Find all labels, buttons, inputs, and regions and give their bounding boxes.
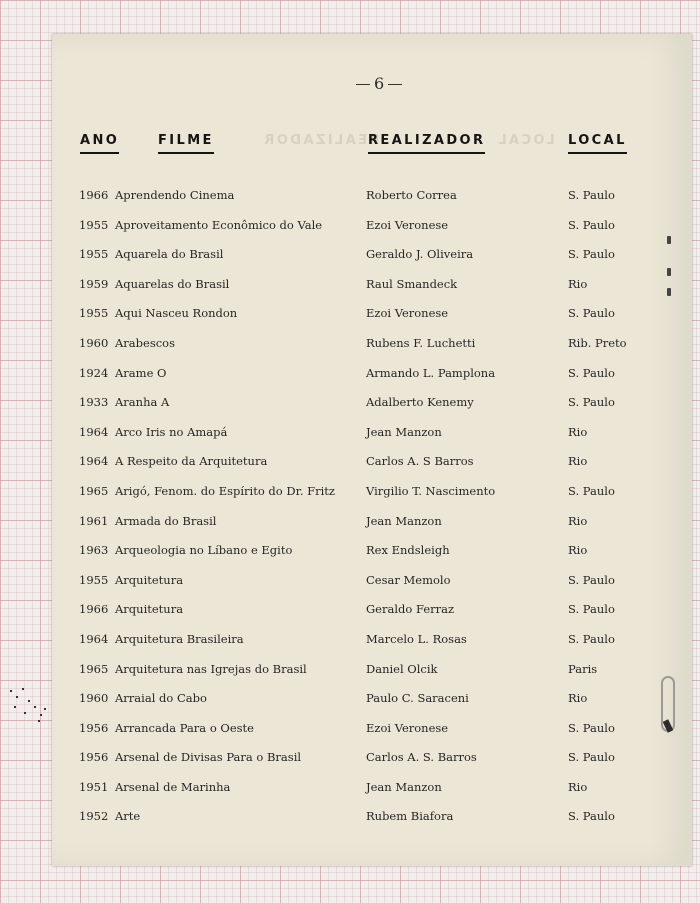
dash-left [356, 84, 370, 85]
film-row [52, 302, 692, 332]
film-title-cell: Arsenal de Marinha [115, 779, 231, 794]
film-row [52, 687, 692, 717]
staple-mark [667, 288, 671, 296]
film-row [52, 421, 692, 451]
location-cell: S. Paulo [568, 750, 615, 765]
year-cell: 1964 [79, 631, 109, 646]
location-cell: S. Paulo [568, 217, 615, 232]
film-title-cell: Arquitetura Brasileira [115, 631, 244, 646]
bleed-through-location: LOCAL [496, 133, 555, 148]
director-cell: Carlos A. S Barros [366, 454, 474, 469]
location-cell: S. Paulo [568, 247, 615, 262]
year-cell: 1956 [79, 750, 109, 765]
location-cell: S. Paulo [568, 395, 615, 410]
year-cell: 1964 [79, 454, 109, 469]
director-cell: Carlos A. S. Barros [366, 750, 477, 765]
film-title-cell: Aranha A [115, 395, 170, 410]
year-cell: 1960 [79, 335, 109, 350]
year-cell: 1965 [79, 483, 109, 498]
film-title-cell: Aquarela do Brasil [115, 247, 224, 262]
year-cell: 1952 [79, 809, 109, 824]
location-cell: S. Paulo [568, 306, 615, 321]
film-list [52, 184, 692, 835]
film-title-cell: Aprendendo Cinema [115, 188, 235, 202]
film-title-cell: Aquarelas do Brasil [115, 276, 230, 291]
film-title-cell: Arigó, Fenom. do Espírito do Dr. Fritz [115, 483, 335, 498]
director-cell: Armando L. Pamplona [366, 365, 496, 380]
film-row [52, 598, 692, 628]
director-cell: Jean Manzon [366, 513, 442, 528]
film-row [52, 450, 692, 480]
director-cell: Roberto Correa [366, 188, 457, 202]
film-row [52, 539, 692, 569]
film-row [52, 746, 692, 776]
director-cell: Virgilio T. Nascimento [366, 483, 496, 498]
director-cell: Ezoi Veronese [366, 217, 449, 232]
film-row [52, 805, 692, 835]
year-cell: 1961 [79, 513, 109, 528]
film-title-cell: Armada do Brasil [115, 513, 217, 528]
director-cell: Ezoi Veronese [366, 720, 449, 735]
location-cell: S. Paulo [568, 809, 615, 824]
film-title-cell: Arabescos [115, 335, 175, 350]
film-row [52, 628, 692, 658]
document-page [52, 34, 692, 866]
year-cell: 1965 [79, 661, 109, 676]
location-cell: Rio [568, 779, 588, 794]
film-title-cell: Arqueologia no Líbano e Egito [115, 543, 293, 558]
location-cell: S. Paulo [568, 365, 615, 380]
location-cell: S. Paulo [568, 188, 615, 202]
film-row [52, 362, 692, 392]
staple-mark [667, 268, 671, 276]
director-cell: Geraldo J. Oliveira [366, 247, 474, 262]
bleed-through-director: REALIZADOR [262, 133, 380, 148]
location-cell: S. Paulo [568, 602, 615, 617]
year-cell: 1966 [79, 188, 109, 202]
film-row [52, 391, 692, 421]
year-cell: 1955 [79, 247, 109, 262]
year-cell: 1951 [79, 779, 109, 794]
location-cell: Rio [568, 276, 588, 291]
film-row [52, 510, 692, 540]
director-cell: Adalberto Kenemy [366, 395, 474, 410]
location-cell: Paris [568, 661, 598, 676]
film-title-cell: Arquitetura nas Igrejas do Brasil [115, 661, 307, 676]
film-title-cell: Arco Iris no Amapá [115, 424, 228, 439]
year-cell: 1955 [79, 572, 109, 587]
location-cell: S. Paulo [568, 483, 615, 498]
film-row [52, 184, 692, 214]
location-cell: Rio [568, 543, 588, 558]
film-title-cell: Arquitetura [115, 602, 184, 617]
header-year: ANO [80, 133, 119, 154]
location-cell: Rib. Preto [568, 335, 627, 350]
film-title-cell: Arte [115, 809, 141, 824]
director-cell: Geraldo Ferraz [366, 602, 455, 617]
director-cell: Jean Manzon [366, 424, 442, 439]
year-cell: 1956 [79, 720, 109, 735]
dash-right [388, 84, 402, 85]
location-cell: Rio [568, 454, 588, 469]
film-title-cell: Aproveitamento Econômico do Vale [115, 217, 323, 232]
header-film: FILME [158, 133, 214, 154]
film-row [52, 480, 692, 510]
location-cell: Rio [568, 424, 588, 439]
year-cell: 1959 [79, 276, 109, 291]
year-cell: 1964 [79, 424, 109, 439]
location-cell: Rio [568, 513, 588, 528]
director-cell: Marcelo L. Rosas [366, 631, 467, 646]
film-row [52, 776, 692, 806]
film-title-cell: Aqui Nasceu Rondon [115, 306, 238, 321]
director-cell: Daniel Olcik [366, 661, 438, 676]
film-title-cell: Arsenal de Divisas Para o Brasil [115, 750, 302, 765]
director-cell: Raul Smandeck [366, 276, 458, 291]
year-cell: 1955 [79, 217, 109, 232]
film-row [52, 243, 692, 273]
header-location: LOCAL [568, 133, 627, 154]
year-cell: 1955 [79, 306, 109, 321]
film-title-cell: Arraial do Cabo [115, 691, 207, 706]
year-cell: 1933 [79, 395, 109, 410]
film-title-cell: A Respeito da Arquitetura [115, 454, 268, 469]
film-row [52, 332, 692, 362]
year-cell: 1963 [79, 543, 109, 558]
year-cell: 1960 [79, 691, 109, 706]
film-row [52, 569, 692, 599]
film-row [52, 717, 692, 747]
year-cell: 1966 [79, 602, 109, 617]
page-number [352, 74, 392, 93]
location-cell: Rio [568, 691, 588, 706]
film-row [52, 273, 692, 303]
film-row [52, 658, 692, 688]
director-cell: Rubem Biafora [366, 809, 454, 824]
director-cell: Ezoi Veronese [366, 306, 449, 321]
director-cell: Rex Endsleigh [366, 543, 450, 558]
film-row [52, 214, 692, 244]
film-title-cell: Arquitetura [115, 572, 184, 587]
film-title-cell: Arame O [115, 365, 167, 380]
director-cell: Paulo C. Saraceni [366, 691, 469, 706]
staple-mark [667, 236, 671, 244]
director-cell: Cesar Memolo [366, 572, 451, 587]
header-director: REALIZADOR [368, 133, 485, 154]
location-cell: S. Paulo [568, 631, 615, 646]
director-cell: Jean Manzon [366, 779, 442, 794]
page-number-value: 6 [374, 74, 385, 93]
film-title-cell: Arrancada Para o Oeste [115, 720, 254, 735]
year-cell: 1924 [79, 365, 109, 380]
location-cell: S. Paulo [568, 572, 615, 587]
director-cell: Rubens F. Luchetti [366, 335, 476, 350]
location-cell: S. Paulo [568, 720, 615, 735]
